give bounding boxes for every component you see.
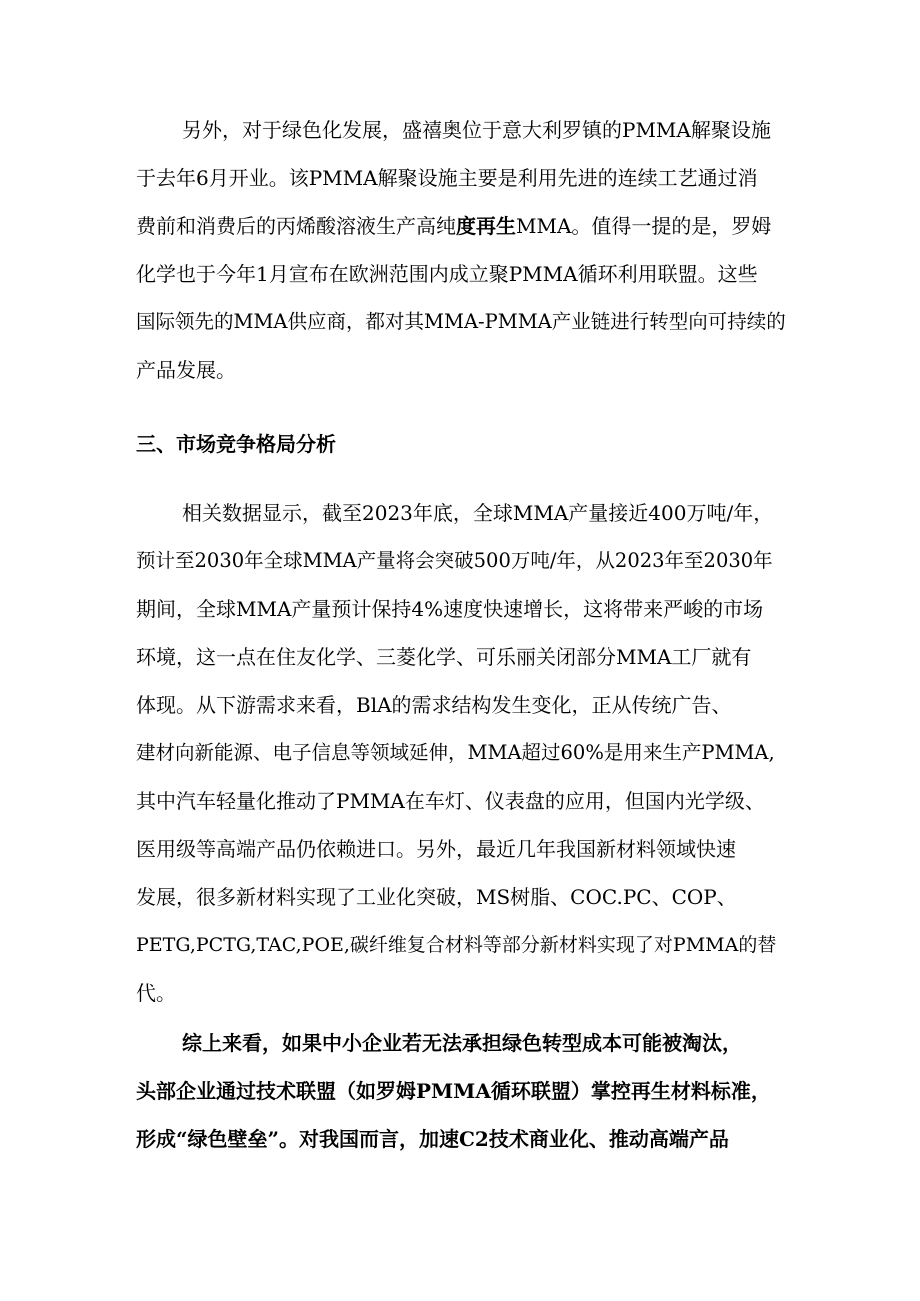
text-segment: 费前和消费后的丙烯酸溶液生产高纯 [136, 214, 456, 238]
paragraph-summary [136, 1019, 786, 1163]
text-line: 发展，很多新材料实现了工业化突破，MS树脂、COC.PC、COP、 [136, 885, 737, 909]
text-line: 相关数据显示，截至2023年底，全球MMA产量接近400万吨/年， [182, 501, 774, 525]
text-line: 代。 [136, 981, 176, 1005]
text-line: 体现。从下游需求来看，BlA的需求结构发生变化，正从传统广告、 [136, 693, 732, 717]
text-line: 头部企业通过技术联盟（如罗姆PMMA循环联盟）掌控再生材料标准， [136, 1079, 771, 1103]
text-line: 国际领先的MMA供应商，都对其MMA-PMMA产业链进行转型向可持续的 [136, 310, 786, 333]
text-line: PETG,PCTG,TAC,POE,碳纤维复合材料等部分新材料实现了对PMMA的替 [136, 934, 777, 956]
text-line: 期间，全球MMA产量预计保持4%速度快速增长，这将带来严峻的市场 [136, 597, 764, 621]
text-line: 综上来看，如果中小企业若无法承担绿色转型成本可能被淘汰， [182, 1031, 742, 1055]
text-line: 于去年6月开业。该PMMA解聚设施主要是利用先进的连续工艺通过消 [136, 166, 758, 190]
text-line [136, 202, 786, 250]
text-line: 环境，这一点在住友化学、三菱化学、可乐丽关闭部分MMA工厂就有 [136, 645, 752, 669]
text-line: 建材向新能源、电子信息等领域延伸，MMA超过60%是用来生产PMMA, [136, 741, 775, 764]
text-segment: MMA。值得一提的是，罗姆 [516, 214, 772, 238]
text-line: 形成“绿色壁垒”。对我国而言，加速C2技术商业化、推动高端产品 [136, 1127, 729, 1151]
text-line: 产品发展。 [136, 358, 236, 382]
paragraph-green-development [136, 106, 786, 394]
paragraph-market-analysis [136, 489, 786, 1017]
text-line: 另外，对于绿色化发展，盛禧奥位于意大利罗镇的PMMA解聚设施 [182, 118, 771, 142]
text-line: 化学也于今年1月宣布在欧洲范围内成立聚PMMA循环利用联盟。这些 [136, 262, 758, 286]
text-line: 其中汽车轻量化推动了PMMA在车灯、仪表盘的应用，但国内光学级、 [136, 789, 765, 813]
section-heading: 三、市场竞争格局分析 [136, 432, 336, 456]
text-line: 医用级等高端产品仍依赖进口。另外，最近几年我国新材料领域快速 [136, 837, 736, 861]
text-line: 预计至2030年全球MMA产量将会突破500万吨/年，从2023年至2030年 [136, 549, 773, 572]
bold-text-segment: 度再生 [456, 214, 516, 238]
